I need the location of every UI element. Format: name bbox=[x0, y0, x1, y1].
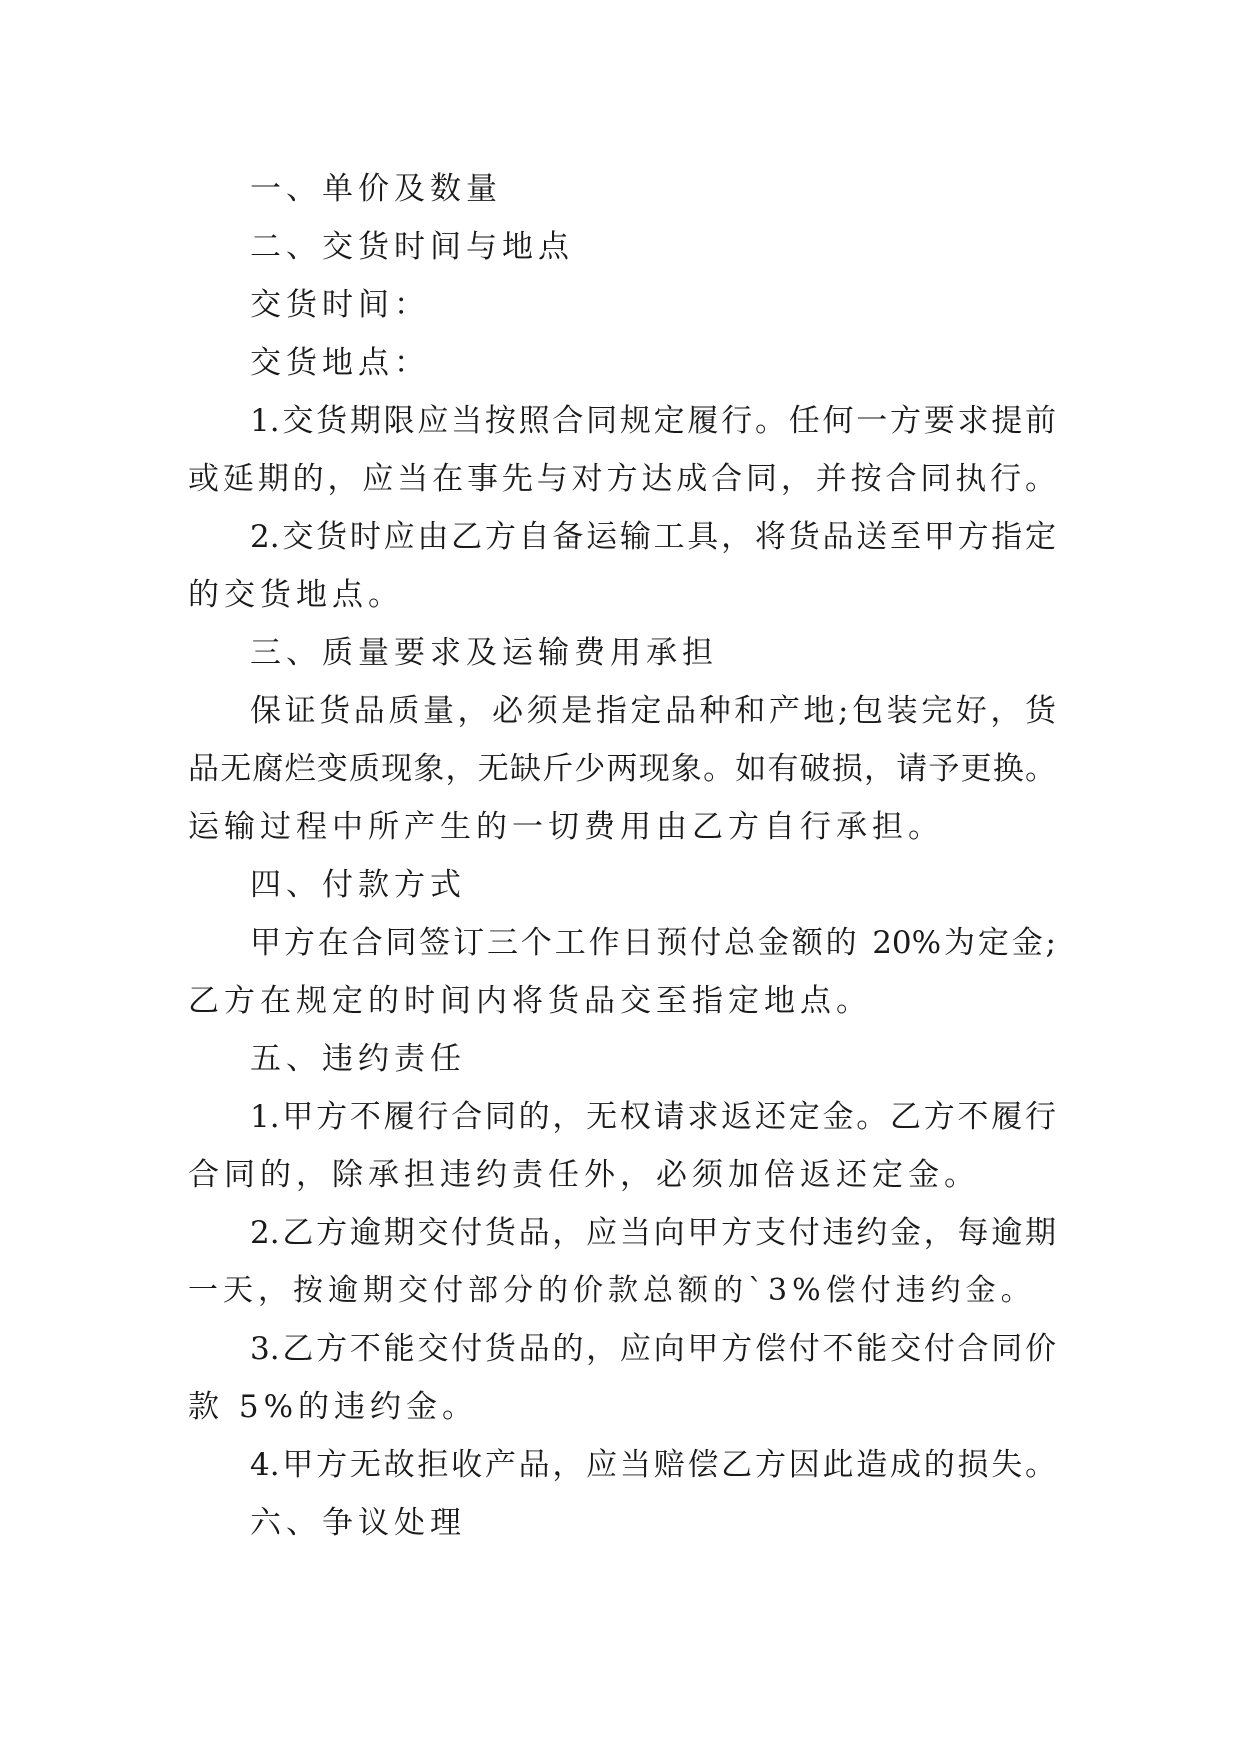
paragraph-line: 品无腐烂变质现象，无缺斤少两现象。如有破损，请予更换。 bbox=[188, 751, 1056, 787]
paragraph-line: 甲方在合同签订三个工作日预付总金额的 20%为定金; bbox=[250, 925, 1056, 961]
paragraph-line: 或延期的，应当在事先与对方达成合同，并按合同执行。 bbox=[188, 461, 1056, 497]
paragraph-line: 运输过程中所产生的一切费用由乙方自行承担。 bbox=[188, 809, 944, 845]
paragraph-line: 4.甲方无故拒收产品，应当赔偿乙方因此造成的损失。 bbox=[250, 1447, 1056, 1483]
paragraph-line: 保证货品质量，必须是指定品种和产地;包装完好，货 bbox=[250, 693, 1056, 729]
paragraph-line: 的交货地点。 bbox=[188, 577, 404, 613]
paragraph-line: 款 5%的违约金。 bbox=[188, 1389, 479, 1425]
paragraph-line: 2.乙方逾期交付货品，应当向甲方支付违约金，每逾期 bbox=[250, 1215, 1056, 1251]
section-heading: 二、交货时间与地点 bbox=[250, 229, 574, 265]
document-page bbox=[188, 160, 1056, 1552]
paragraph-line: 2.交货时应由乙方自备运输工具，将货品送至甲方指定 bbox=[250, 519, 1056, 555]
paragraph-line: 交货时间： bbox=[250, 287, 430, 323]
paragraph-line: 交货地点： bbox=[250, 345, 430, 381]
paragraph-line: 乙方在规定的时间内将货品交至指定地点。 bbox=[188, 983, 872, 1019]
paragraph-line: 一天，按逾期交付部分的价款总额的`3%偿付违约金。 bbox=[188, 1273, 1036, 1308]
paragraph-line: 1.甲方不履行合同的，无权请求返还定金。乙方不履行 bbox=[250, 1099, 1056, 1135]
section-heading: 六、争议处理 bbox=[250, 1505, 466, 1541]
section-heading: 四、付款方式 bbox=[250, 867, 466, 903]
paragraph-line: 1.交货期限应当按照合同规定履行。任何一方要求提前 bbox=[250, 403, 1056, 439]
section-heading: 五、违约责任 bbox=[250, 1041, 466, 1077]
section-heading: 一、单价及数量 bbox=[250, 171, 502, 207]
section-heading: 三、质量要求及运输费用承担 bbox=[250, 635, 718, 671]
paragraph-line: 合同的，除承担违约责任外，必须加倍返还定金。 bbox=[188, 1157, 980, 1193]
paragraph-line: 3.乙方不能交付货品的，应向甲方偿付不能交付合同价 bbox=[250, 1331, 1056, 1367]
